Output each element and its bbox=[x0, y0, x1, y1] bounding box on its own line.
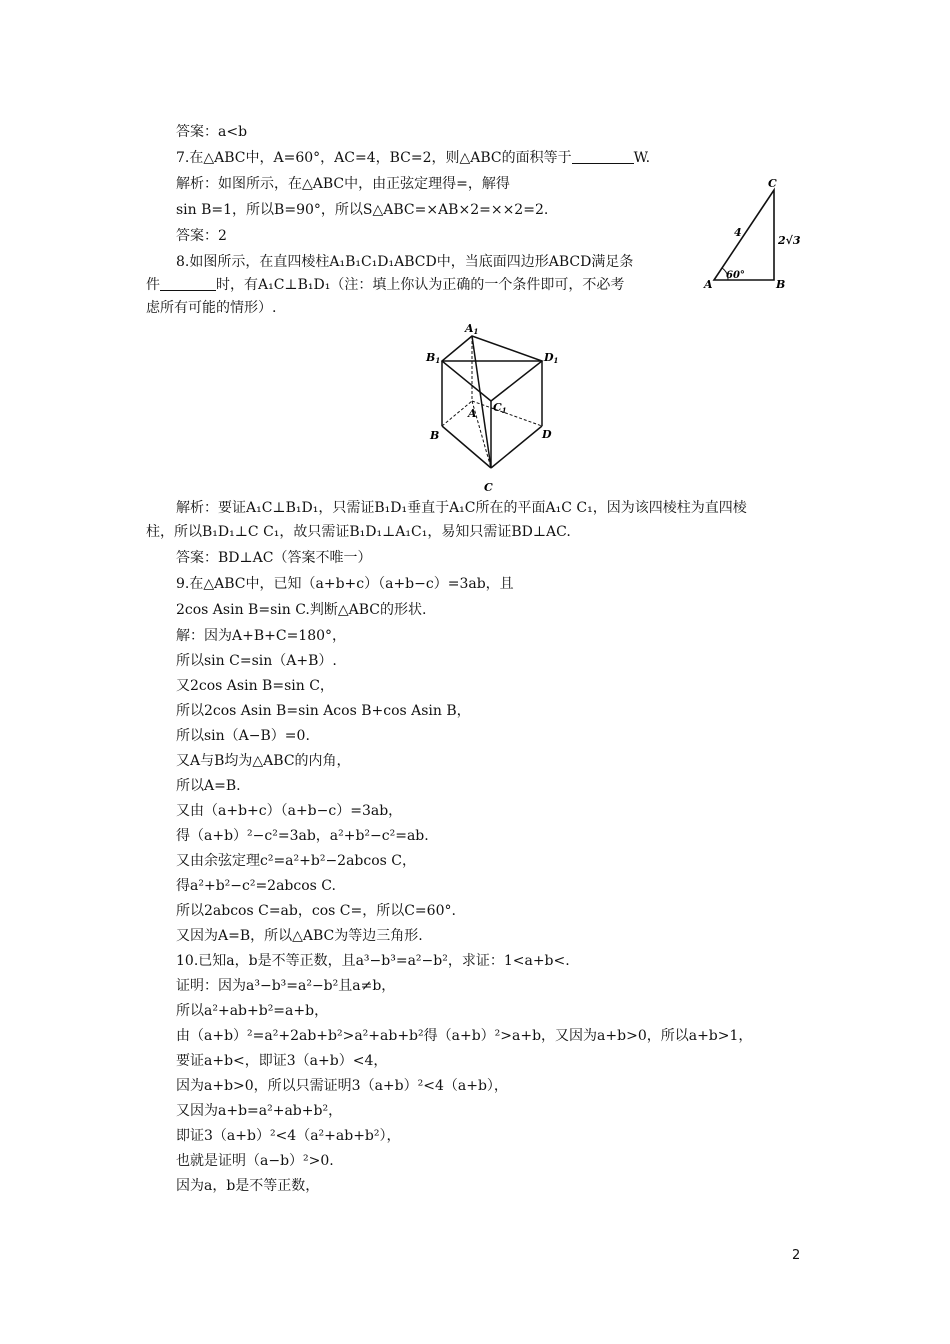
svg-text:A1: A1 bbox=[465, 322, 479, 336]
proof-10-line9: 因为a，b是不等正数， bbox=[176, 1178, 320, 1194]
triangle-figure bbox=[700, 170, 810, 295]
answer-6: 答案：a<b bbox=[176, 124, 248, 140]
solution-9-line10: 又由余弦定理c²=a²+b²−2abcos C， bbox=[176, 853, 417, 869]
svg-text:B1: B1 bbox=[426, 351, 441, 365]
proof-10-line5: 因为a+b>0，所以只需证明3（a+b）²<4（a+b）， bbox=[176, 1078, 508, 1094]
solution-9-line1: 解：因为A+B+C=180°， bbox=[176, 628, 347, 644]
proof-10-line3: 由（a+b）²=a²+2ab+b²>a²+ab+b²得（a+b）²>a+b，又因为a+b>0，所以a+b>1， bbox=[176, 1028, 753, 1044]
vertex-b1-label: B bbox=[426, 351, 436, 364]
vertex-a1-label: A bbox=[465, 322, 474, 335]
vertex-b-label: B bbox=[776, 278, 786, 291]
problem-7: 7.在△ABC中，A=60°，AC=4，BC=2，则△ABC的面积等于 W. bbox=[176, 150, 651, 166]
problem-8-line3: 虑所有可能的情形）. bbox=[146, 300, 277, 316]
solution-9-line4: 所以2cos Asin B=sin Acos B+cos Asin B， bbox=[176, 703, 471, 719]
proof-10-line7: 即证3（a+b）²<4（a²+ab+b²）， bbox=[176, 1128, 401, 1144]
proof-10-line4: 要证a+b<，即证3（a+b）<4， bbox=[176, 1053, 388, 1069]
vertex-b-label: B bbox=[430, 429, 440, 442]
prism-figure bbox=[420, 318, 570, 496]
solution-9-line9: 得（a+b）²−c²=3ab，a²+b²−c²=ab. bbox=[176, 828, 429, 844]
answer-7: 答案：2 bbox=[176, 228, 227, 244]
analysis-7-line2: sin B=1，所以B=90°，所以S△ABC=×AB×2=××2=2. bbox=[176, 202, 549, 218]
problem-8-line2: 件 时，有A₁C⊥B₁D₁（注：填上你认为正确的一个条件即可，不必考 bbox=[146, 277, 625, 293]
side-bc-label: 2√3 bbox=[778, 234, 801, 247]
answer-blank bbox=[160, 276, 216, 291]
solution-9-line6: 又A与B均为△ABC的内角， bbox=[176, 753, 351, 769]
vertex-c-label: C bbox=[768, 177, 777, 190]
solution-9-line8: 又由（a+b+c）（a+b−c）=3ab， bbox=[176, 803, 403, 819]
vertex-a-label: A bbox=[704, 278, 713, 291]
solution-9-line2: 所以sin C=sin（A+B）. bbox=[176, 653, 337, 669]
vertex-d-label: D bbox=[542, 428, 552, 441]
analysis-8-line2: 柱，所以B₁D₁⊥C C₁，故只需证B₁D₁⊥A₁C₁，易知只需证BD⊥AC. bbox=[146, 524, 571, 540]
vertex-a-label: A bbox=[468, 407, 477, 420]
page-number: 2 bbox=[792, 1248, 801, 1263]
answer-8: 答案：BD⊥AC（答案不唯一） bbox=[176, 550, 372, 566]
analysis-8-line1: 解析：要证A₁C⊥B₁D₁，只需证B₁D₁垂直于A₁C所在的平面A₁C C₁，因为该四棱柱为直四棱 bbox=[176, 500, 747, 516]
problem-9-line1: 9.在△ABC中，已知（a+b+c）（a+b−c）=3ab，且 bbox=[176, 576, 514, 592]
problem-9-line2: 2cos Asin B=sin C.判断△ABC的形状. bbox=[176, 602, 427, 618]
vertex-c-label: C bbox=[484, 481, 493, 494]
side-ac-label: 4 bbox=[734, 226, 742, 239]
svg-text:C1: C1 bbox=[493, 401, 507, 415]
solution-9-line5: 所以sin（A−B）=0. bbox=[176, 728, 310, 744]
solution-9-line3: 又2cos Asin B=sin C， bbox=[176, 678, 334, 694]
solution-9-line7: 所以A=B. bbox=[176, 778, 241, 794]
vertex-d1-label: D bbox=[544, 351, 554, 364]
proof-10-line6: 又因为a+b=a²+ab+b²， bbox=[176, 1103, 343, 1119]
solution-9-line13: 又因为A=B，所以△ABC为等边三角形. bbox=[176, 928, 423, 944]
vertex-c1-label: C bbox=[493, 401, 502, 414]
proof-10-line8: 也就是证明（a−b）²>0. bbox=[176, 1153, 334, 1169]
proof-10-line2: 所以a²+ab+b²=a+b， bbox=[176, 1003, 329, 1019]
analysis-7-line1: 解析：如图所示，在△ABC中，由正弦定理得=，解得 bbox=[176, 176, 510, 192]
problem-8-line1: 8.如图所示，在直四棱柱A₁B₁C₁D₁ABCD中，当底面四边形ABCD满足条 bbox=[176, 254, 634, 270]
answer-blank bbox=[572, 149, 634, 164]
problem-10: 10.已知a，b是不等正数，且a³−b³=a²−b²，求证：1<a+b<. bbox=[176, 953, 570, 969]
solution-9-line12: 所以2abcos C=ab，cos C=，所以C=60°. bbox=[176, 903, 456, 919]
angle-label: 60° bbox=[726, 270, 745, 281]
proof-10-line1: 证明：因为a³−b³=a²−b²且a≠b， bbox=[176, 978, 396, 994]
solution-9-line11: 得a²+b²−c²=2abcos C. bbox=[176, 878, 336, 894]
svg-text:D1: D1 bbox=[544, 351, 559, 365]
